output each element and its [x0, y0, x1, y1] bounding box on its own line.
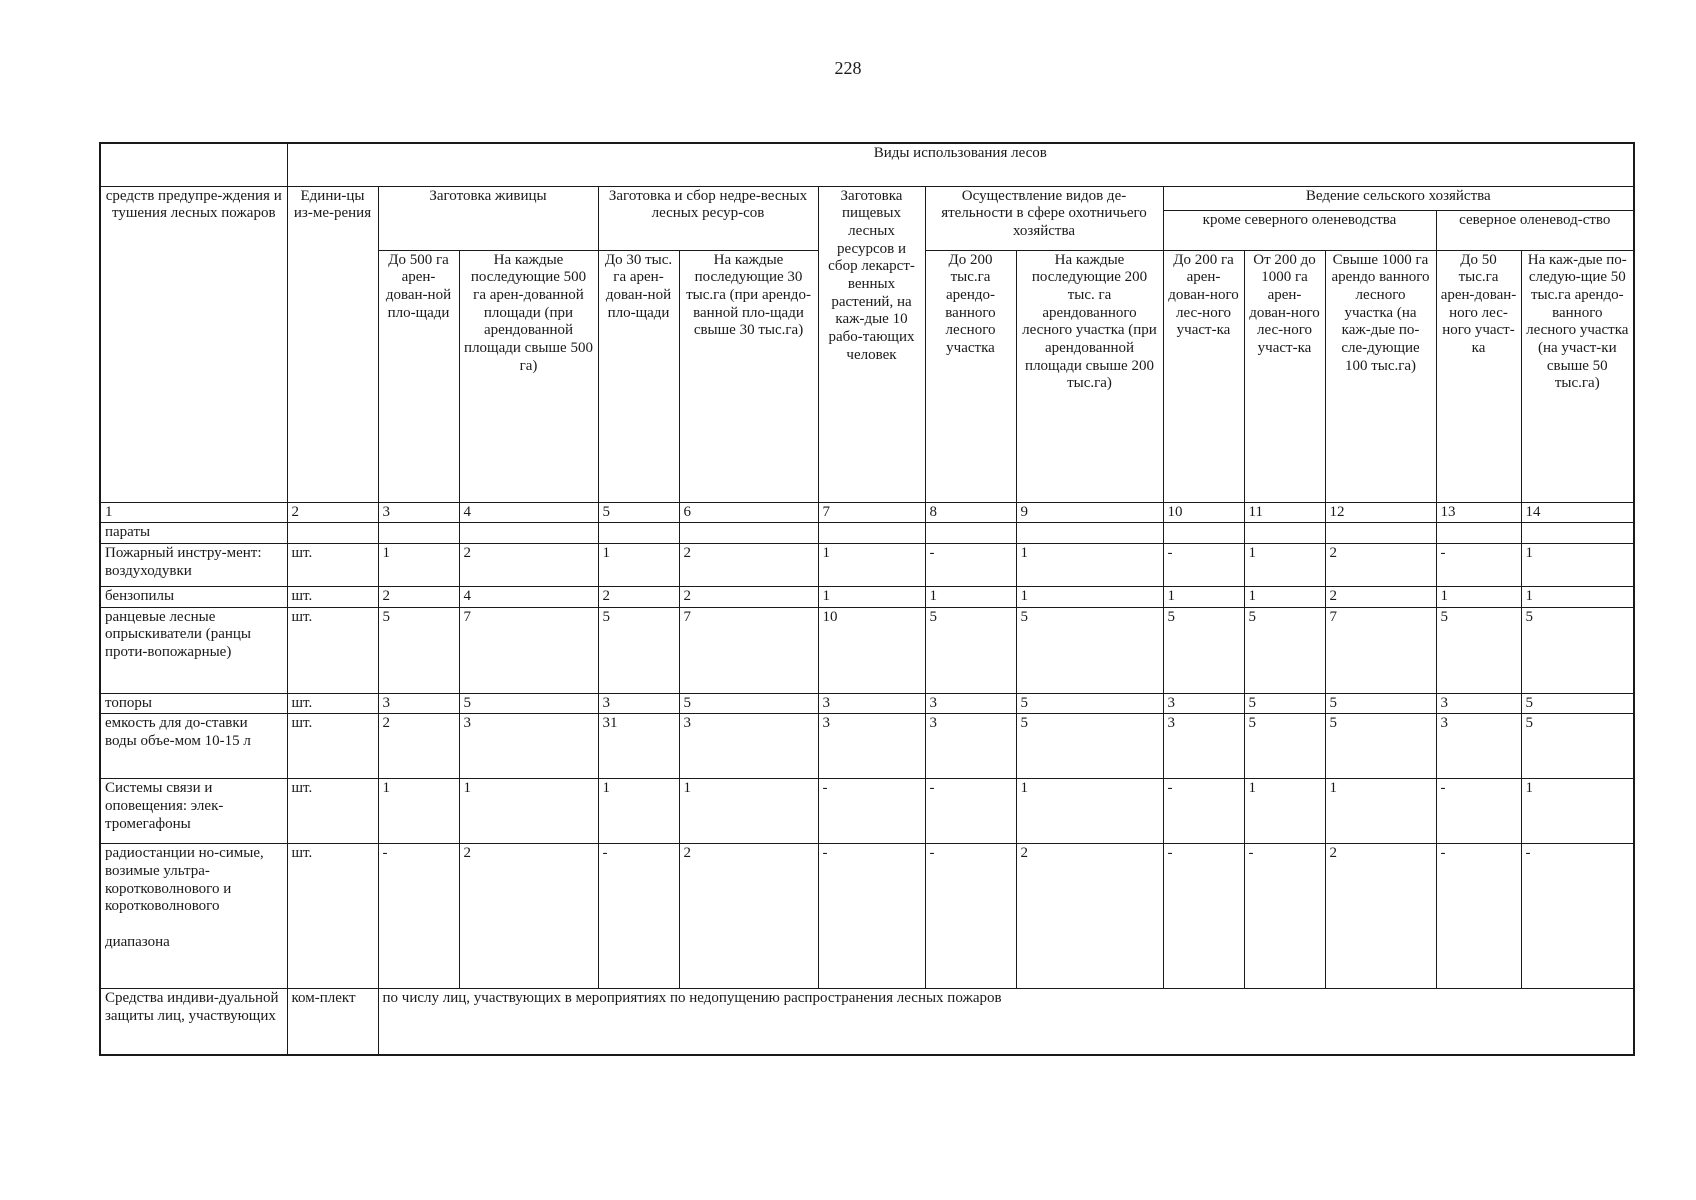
- cell-value: 1: [1244, 543, 1325, 586]
- cell-value: 10: [818, 607, 925, 693]
- cell-value: 4: [459, 586, 598, 607]
- cell-value: 1: [378, 779, 459, 844]
- cell-value: [378, 523, 459, 544]
- cell-value: 1: [1163, 586, 1244, 607]
- header-col-6: На каждые последующие 30 тыс.га (при арендо-ванной пло-щади свыше 30 тыс.га): [679, 250, 818, 502]
- cell-value: 1: [1016, 586, 1163, 607]
- cell-value: 31: [598, 714, 679, 779]
- header-col-11: От 200 до 1000 га арен-дован-ного лес-ного участ-ка: [1244, 250, 1325, 502]
- cell-value: 5: [1163, 607, 1244, 693]
- header-row-1: [100, 143, 1634, 186]
- cell-value: 7: [679, 607, 818, 693]
- cell-value: 1: [1016, 779, 1163, 844]
- table-row: [100, 779, 1634, 844]
- header-resin-harvesting: Заготовка живицы: [378, 186, 598, 250]
- cell-value: 3: [1436, 693, 1521, 714]
- cell-value: 2: [459, 844, 598, 989]
- cell-value: -: [1163, 779, 1244, 844]
- col-number: 5: [598, 502, 679, 523]
- cell-value: 5: [1325, 693, 1436, 714]
- cell-value: 1: [1521, 586, 1634, 607]
- row-name: Средства индиви-дуальной защиты лиц, участвующих: [100, 989, 287, 1055]
- header-col-10: До 200 га арен-дован-ного лес-ного участ-ка: [1163, 250, 1244, 502]
- col-number: 8: [925, 502, 1016, 523]
- row-name: Системы связи и оповещения: элек-тромегафоны: [100, 779, 287, 844]
- col-number: 12: [1325, 502, 1436, 523]
- header-reindeer-herding: северное оленевод-ство: [1436, 210, 1634, 250]
- table-row: [100, 693, 1634, 714]
- cell-value: [1325, 523, 1436, 544]
- table-row: [100, 714, 1634, 779]
- cell-value: 1: [1244, 586, 1325, 607]
- header-col-5: До 30 тыс. га арен-дован-ной пло-щади: [598, 250, 679, 502]
- col-number: 7: [818, 502, 925, 523]
- cell-value: 5: [1244, 693, 1325, 714]
- header-col-3: До 500 га арен-дован-ной пло-щади: [378, 250, 459, 502]
- header-hunting-activities: Осуществление видов де-ятельности в сфере охотничьего хозяйства: [925, 186, 1163, 250]
- row-ppe-note: по числу лиц, участвующих в мероприятиях по недопущению распространения лесных пожаров: [378, 989, 1634, 1055]
- col-number: 6: [679, 502, 818, 523]
- cell-value: 3: [1163, 714, 1244, 779]
- cell-value: 2: [679, 543, 818, 586]
- cell-value: 5: [1325, 714, 1436, 779]
- row-unit: шт.: [287, 693, 378, 714]
- cell-value: 3: [818, 714, 925, 779]
- cell-value: 7: [459, 607, 598, 693]
- header-col-8: До 200 тыс.га арендо-ванного лесного участка: [925, 250, 1016, 502]
- row-unit: шт.: [287, 844, 378, 989]
- cell-value: -: [1436, 779, 1521, 844]
- cell-value: 3: [925, 693, 1016, 714]
- equipment-norms-table: [99, 142, 1635, 1056]
- cell-value: [1521, 523, 1634, 544]
- cell-value: -: [925, 779, 1016, 844]
- cell-value: 1: [925, 586, 1016, 607]
- header-means-column: средств предупре-ждения и тушения лесных пожаров: [100, 186, 287, 502]
- header-empty-cell: [100, 143, 287, 186]
- cell-value: 5: [1016, 607, 1163, 693]
- cell-value: 5: [1521, 607, 1634, 693]
- row-name: радиостанции но-симые, возимые ультра-коротковолнового и коротковолнового диапазона: [100, 844, 287, 989]
- cell-value: 3: [1436, 714, 1521, 779]
- cell-value: -: [818, 844, 925, 989]
- cell-value: 5: [378, 607, 459, 693]
- cell-value: -: [1521, 844, 1634, 989]
- cell-value: [818, 523, 925, 544]
- cell-value: -: [1436, 543, 1521, 586]
- header-col-9: На каждые последующие 200 тыс. га арендованного лесного участка (при арендованной площади свыше 200 тыс.га): [1016, 250, 1163, 502]
- header-nonwood-resources: Заготовка и сбор недре-весных лесных ресур-сов: [598, 186, 818, 250]
- row-name: бензопилы: [100, 586, 287, 607]
- cell-value: 7: [1325, 607, 1436, 693]
- cell-value: 1: [598, 779, 679, 844]
- row-unit: ком-плект: [287, 989, 378, 1055]
- col-number: 3: [378, 502, 459, 523]
- cell-value: 1: [1325, 779, 1436, 844]
- cell-value: 2: [378, 586, 459, 607]
- row-unit: шт.: [287, 586, 378, 607]
- cell-value: 2: [679, 844, 818, 989]
- cell-value: 1: [818, 543, 925, 586]
- cell-value: 2: [1016, 844, 1163, 989]
- cell-value: [1436, 523, 1521, 544]
- cell-value: -: [925, 543, 1016, 586]
- cell-value: 5: [1244, 607, 1325, 693]
- cell-value: -: [925, 844, 1016, 989]
- table-row-ppe: [100, 989, 1634, 1055]
- header-units-column: Едини-цы из-ме-рения: [287, 186, 378, 502]
- table-row: [100, 844, 1634, 989]
- header-forest-use-types: Виды использования лесов: [287, 143, 1634, 186]
- col-number: 2: [287, 502, 378, 523]
- header-row-2: [100, 186, 1634, 210]
- row-unit: шт.: [287, 607, 378, 693]
- cell-value: [1244, 523, 1325, 544]
- header-col-14: На каж-дые по-следую-щие 50 тыс.га арендо-ванного лесного участка (на участ-ки свыше 50 тыс.га): [1521, 250, 1634, 502]
- cell-value: [459, 523, 598, 544]
- cell-value: 5: [1016, 693, 1163, 714]
- cell-value: 5: [459, 693, 598, 714]
- cell-value: 5: [1016, 714, 1163, 779]
- row-unit: [287, 523, 378, 544]
- header-agriculture: Ведение сельского хозяйства: [1163, 186, 1634, 210]
- cell-value: [679, 523, 818, 544]
- col-number: 9: [1016, 502, 1163, 523]
- cell-value: 3: [378, 693, 459, 714]
- cell-value: 5: [598, 607, 679, 693]
- table-body: [100, 523, 1634, 989]
- col-number: 14: [1521, 502, 1634, 523]
- cell-value: 1: [378, 543, 459, 586]
- cell-value: 1: [598, 543, 679, 586]
- row-name: емкость для до-ставки воды объе-мом 10-15 л: [100, 714, 287, 779]
- cell-value: 3: [1163, 693, 1244, 714]
- table-row: [100, 523, 1634, 544]
- row-name: ранцевые лесные опрыскиватели (ранцы проти-вопожарные): [100, 607, 287, 693]
- row-unit: шт.: [287, 543, 378, 586]
- cell-value: 5: [1521, 714, 1634, 779]
- table-row: [100, 586, 1634, 607]
- header-col-4: На каждые последующие 500 га арен-дованной площади (при арендованной площади свыше 500 га): [459, 250, 598, 502]
- cell-value: 1: [1521, 543, 1634, 586]
- cell-value: 3: [925, 714, 1016, 779]
- col-number: 13: [1436, 502, 1521, 523]
- cell-value: 2: [598, 586, 679, 607]
- page-number: 228: [834, 58, 862, 78]
- cell-value: 5: [1244, 714, 1325, 779]
- cell-value: 2: [1325, 586, 1436, 607]
- cell-value: 1: [1521, 779, 1634, 844]
- row-name: параты: [100, 523, 287, 544]
- cell-value: -: [1163, 844, 1244, 989]
- column-numbers-row: [100, 502, 1634, 523]
- row-unit: шт.: [287, 714, 378, 779]
- cell-value: 3: [459, 714, 598, 779]
- cell-value: -: [598, 844, 679, 989]
- cell-value: -: [1163, 543, 1244, 586]
- cell-value: -: [1436, 844, 1521, 989]
- table-row: [100, 607, 1634, 693]
- cell-value: 3: [598, 693, 679, 714]
- cell-value: [1016, 523, 1163, 544]
- cell-value: [925, 523, 1016, 544]
- cell-value: 1: [1244, 779, 1325, 844]
- cell-value: 5: [925, 607, 1016, 693]
- cell-value: 5: [1521, 693, 1634, 714]
- cell-value: 1: [679, 779, 818, 844]
- header-food-resources: Заготовка пищевых лесных ресурсов и сбор лекарст-венных растений, на каж-дые 10 рабо-тающих человек: [818, 186, 925, 502]
- cell-value: 1: [818, 586, 925, 607]
- cell-value: [598, 523, 679, 544]
- cell-value: 5: [1436, 607, 1521, 693]
- cell-value: 2: [378, 714, 459, 779]
- col-number: 10: [1163, 502, 1244, 523]
- cell-value: 1: [1436, 586, 1521, 607]
- header-col-12: Свыше 1000 га арендо ванного лесного участка (на каж-дые по-сле-дующие 100 тыс.га): [1325, 250, 1436, 502]
- cell-value: 3: [679, 714, 818, 779]
- cell-value: 1: [1016, 543, 1163, 586]
- col-number: 11: [1244, 502, 1325, 523]
- cell-value: -: [818, 779, 925, 844]
- cell-value: -: [378, 844, 459, 989]
- cell-value: 2: [1325, 543, 1436, 586]
- col-number: 1: [100, 502, 287, 523]
- cell-value: -: [1244, 844, 1325, 989]
- cell-value: 2: [679, 586, 818, 607]
- cell-value: 2: [1325, 844, 1436, 989]
- header-col-13: До 50 тыс.га арен-дован-ного лес-ного участ-ка: [1436, 250, 1521, 502]
- cell-value: 1: [459, 779, 598, 844]
- cell-value: 2: [459, 543, 598, 586]
- row-name: Пожарный инстру-мент: воздуходувки: [100, 543, 287, 586]
- cell-value: [1163, 523, 1244, 544]
- table-row: [100, 543, 1634, 586]
- header-except-reindeer: кроме северного оленеводства: [1163, 210, 1436, 250]
- row-name: топоры: [100, 693, 287, 714]
- cell-value: 5: [679, 693, 818, 714]
- cell-value: 3: [818, 693, 925, 714]
- col-number: 4: [459, 502, 598, 523]
- row-unit: шт.: [287, 779, 378, 844]
